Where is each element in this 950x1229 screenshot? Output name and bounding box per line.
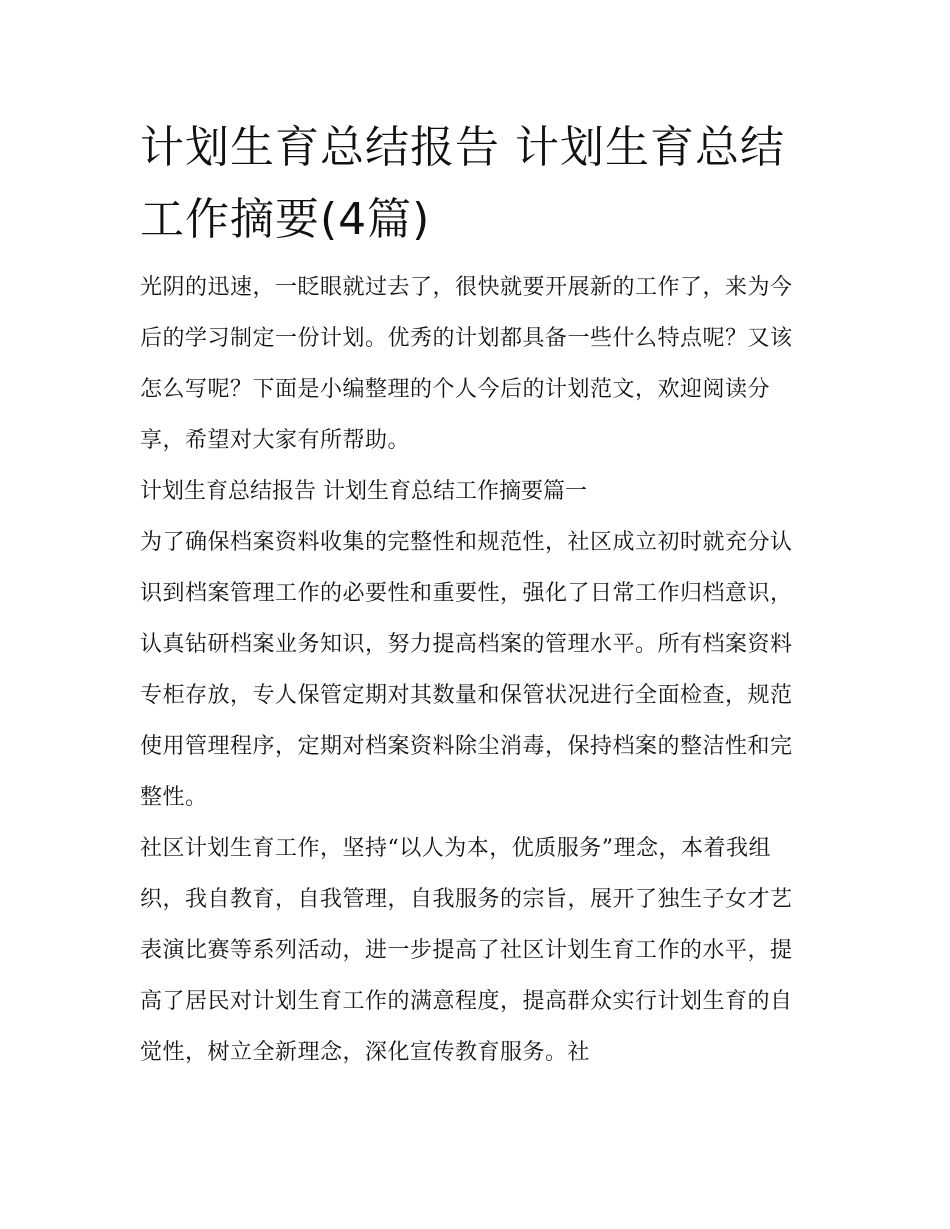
document-page (140, 112, 812, 1078)
section-heading: 计划生育总结报告 计划生育总结工作摘要篇一 (140, 479, 587, 504)
body-paragraph-family-planning: 社区计划生育工作，坚持“以人为本，优质服务”理念，本着我组织，我自教育，自我管理，自我服务的宗旨，展开了独生子女才艺表演比赛等系列活动，进一步提高了社区计划生育工作的水平，提高了居民对计划生育工作的满意程度，提高群众实行计划生育的自觉性，树立全新理念，深化宣传教育服务。社 (140, 836, 793, 1065)
body-paragraph-archives: 为了确保档案资料收集的完整性和规范性，社区成立初时就充分认识到档案管理工作的必要性和重要性，强化了日常工作归档意识，认真钻研档案业务知识，努力提高档案的管理水平。所有档案资料专柜存放，专人保管定期对其数量和保管状况进行全面检查，规范使用管理程序，定期对档案资料除尘消毒，保持档案的整洁性和完整性。 (140, 530, 793, 810)
document-title: 计划生育总结报告 计划生育总结工作摘要(4篇) (140, 122, 785, 245)
intro-paragraph: 光阴的迅速，一眨眼就过去了，很快就要开展新的工作了，来为今后的学习制定一份计划。优秀的计划都具备一些什么特点呢？又该怎么写呢？下面是小编整理的个人今后的计划范文，欢迎阅读分享，希望对大家有所帮助。 (140, 275, 793, 453)
